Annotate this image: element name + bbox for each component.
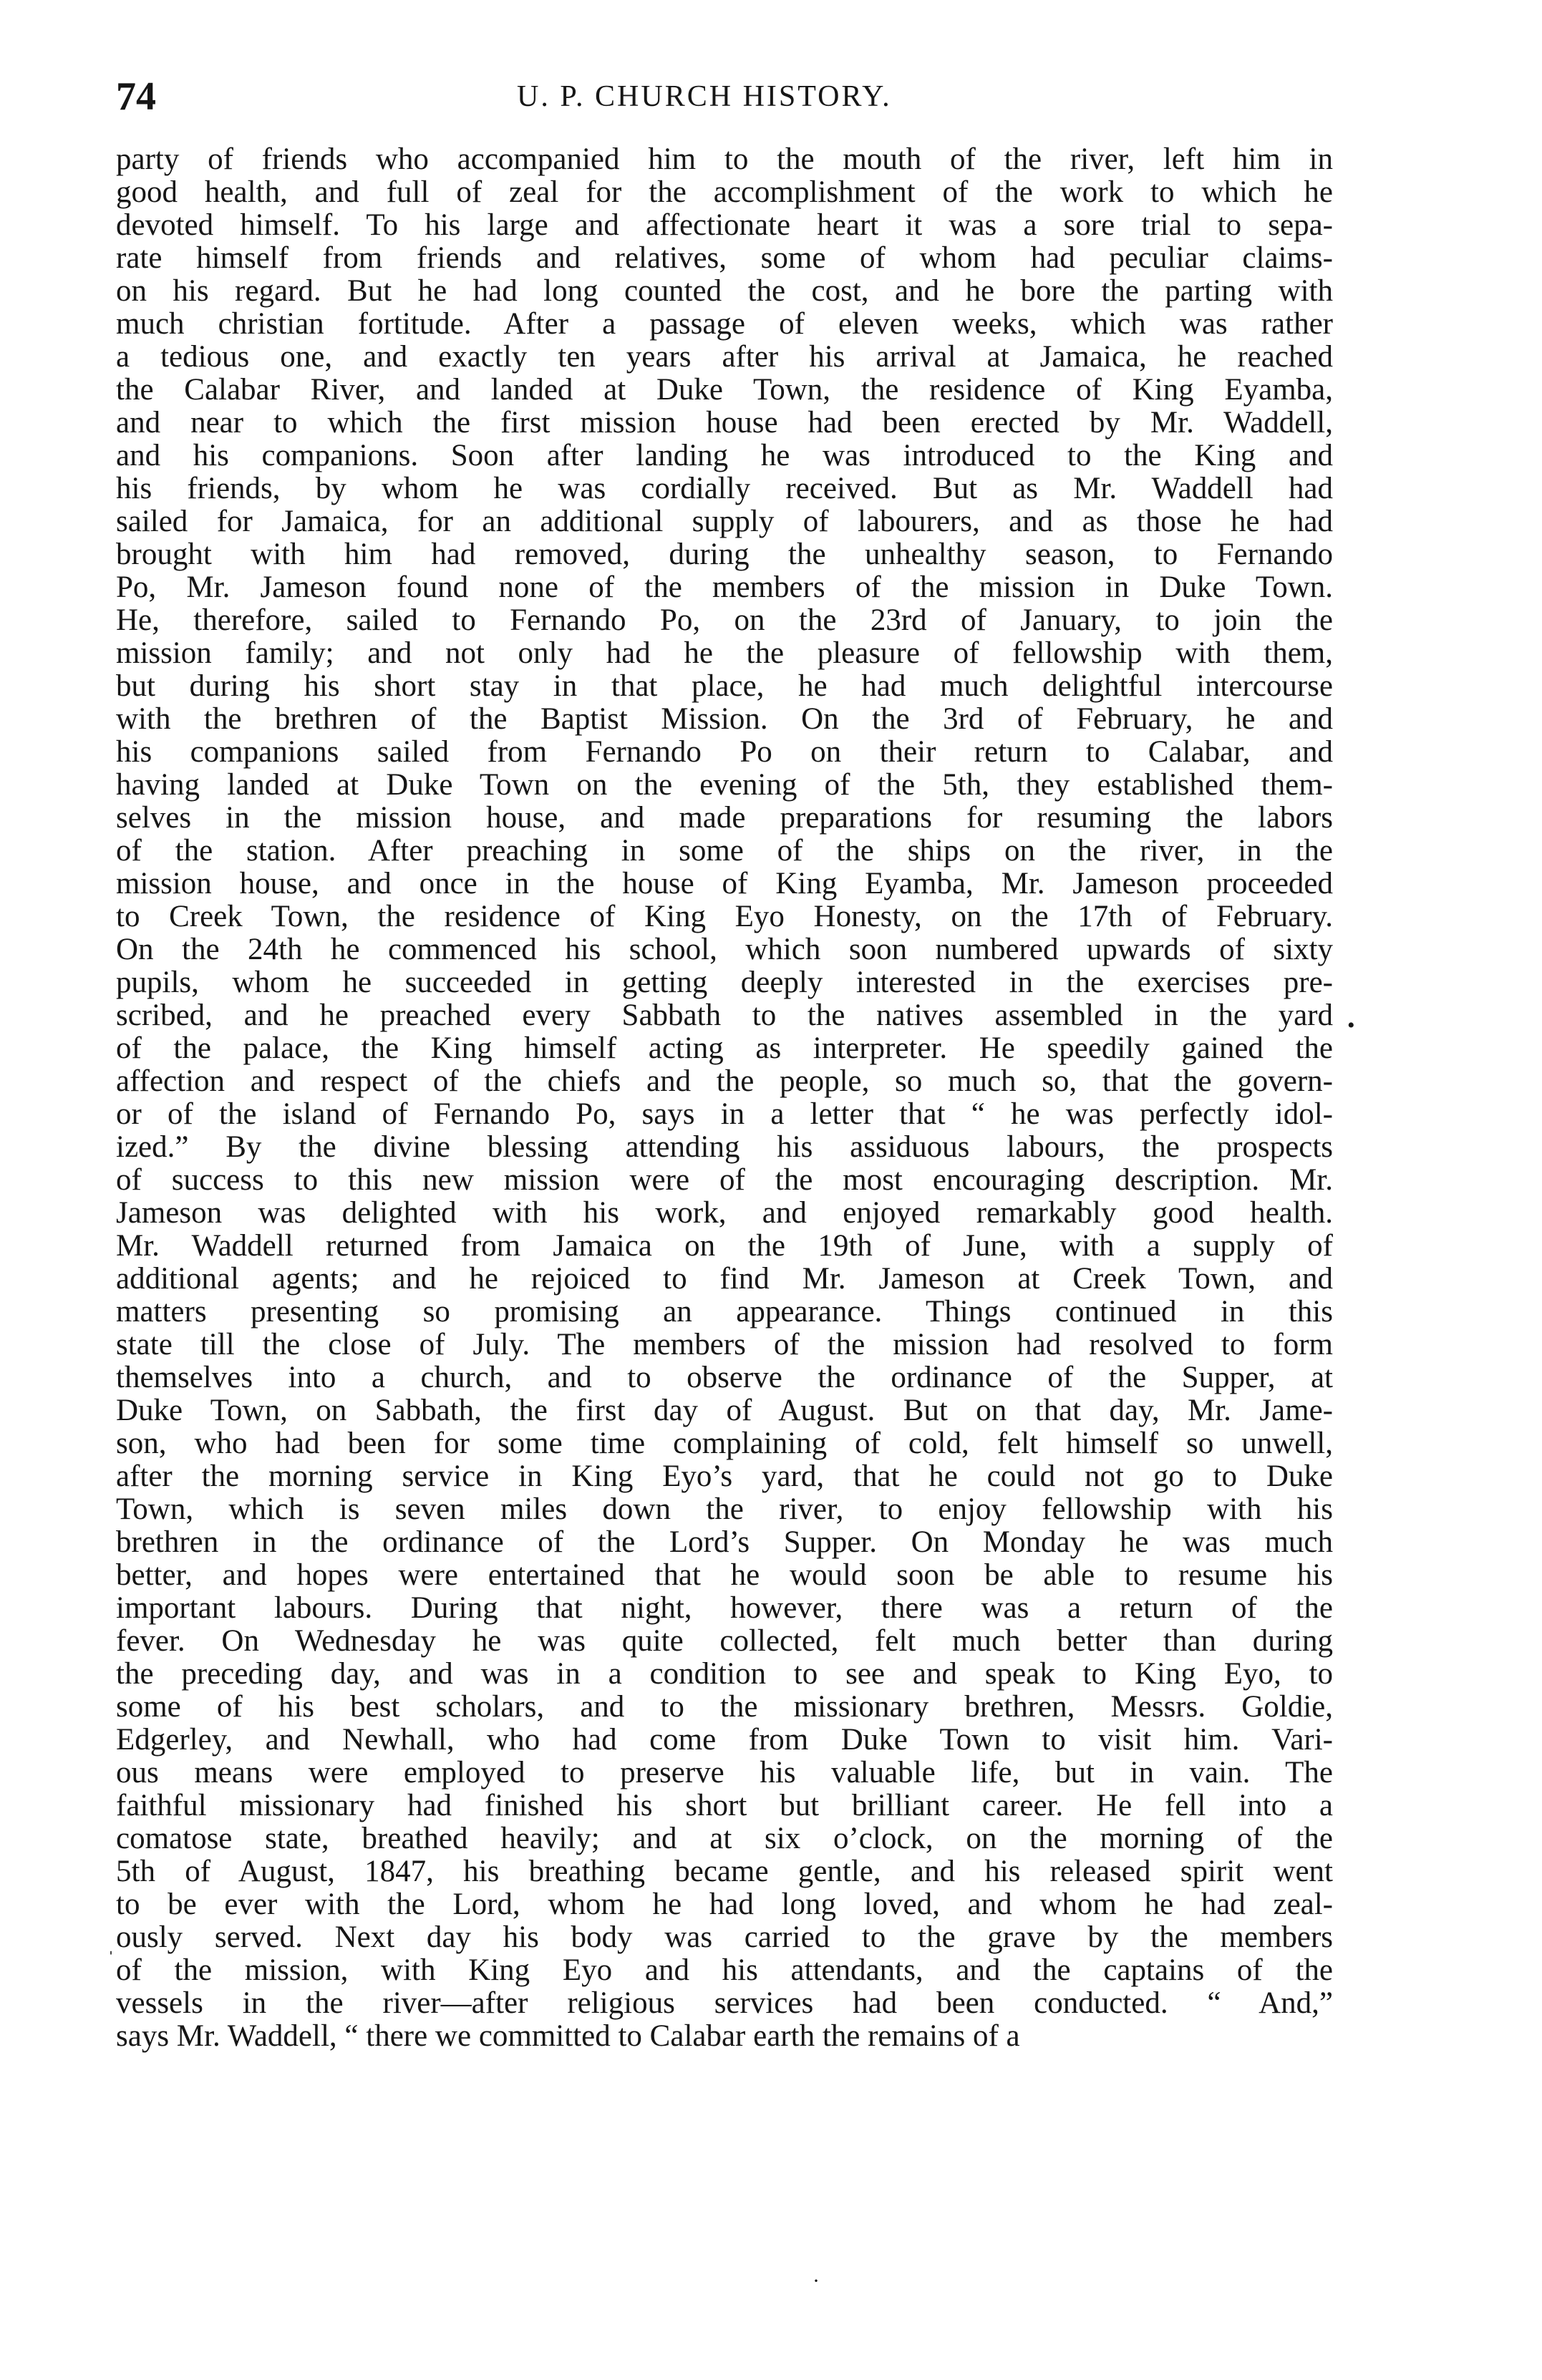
- text-line: says Mr. Waddell, “ there we committed to Calabar earth the remains of a: [116, 2020, 1020, 2053]
- text-line: and near to which the first mission house had been erected by Mr. Waddell,: [116, 407, 1333, 439]
- text-line: and his companions. Soon after landing he was introduced to the King and: [116, 439, 1333, 472]
- text-line: important labours. During that night, however, there was a return of the: [116, 1592, 1333, 1625]
- text-line: Mr. Waddell returned from Jamaica on the 19th of June, with a supply of: [116, 1230, 1333, 1263]
- text-line: Po, Mr. Jameson found none of the members of the mission in Duke Town.: [116, 571, 1333, 604]
- page-header: [116, 72, 1333, 122]
- text-line: much christian fortitude. After a passage of eleven weeks, which was rather: [116, 308, 1333, 341]
- text-line: his companions sailed from Fernando Po on their return to Calabar, and: [116, 736, 1333, 769]
- text-line: rate himself from friends and relatives, some of whom had peculiar claims-: [116, 242, 1333, 275]
- text-line: Town, which is seven miles down the river, to enjoy fellowship with his: [116, 1493, 1333, 1526]
- text-line: ously served. Next day his body was carried to the grave by the members: [116, 1921, 1333, 1954]
- text-line: after the morning service in King Eyo’s yard, that he could not go to Duke: [116, 1460, 1333, 1493]
- text-line: of the mission, with King Eyo and his attendants, and the captains of the: [116, 1954, 1333, 1987]
- text-line: of the palace, the King himself acting as interpreter. He speedily gained the: [116, 1032, 1333, 1065]
- margin-dot: •: [1347, 1014, 1355, 1037]
- text-line: mission family; and not only had he the pleasure of fellowship with them,: [116, 637, 1333, 670]
- running-head: U. P. CHURCH HISTORY.: [517, 80, 892, 113]
- text-line: Duke Town, on Sabbath, the first day of August. But on that day, Mr. Jame-: [116, 1394, 1333, 1427]
- margin-tick: ˌ: [107, 1931, 115, 1955]
- text-line: 5th of August, 1847, his breathing became gentle, and his released spirit went: [116, 1855, 1333, 1888]
- text-line: faithful missionary had finished his short but brilliant career. He fell into a: [116, 1789, 1333, 1822]
- text-line: on his regard. But he had long counted the cost, and he bore the parting with: [116, 275, 1333, 308]
- text-line: affection and respect of the chiefs and the people, so much so, that the govern-: [116, 1065, 1333, 1098]
- text-line: of success to this new mission were of the most encouraging description. Mr.: [116, 1164, 1333, 1197]
- body-text: [116, 143, 1333, 2053]
- text-line: with the brethren of the Baptist Mission. On the 3rd of February, he and: [116, 703, 1333, 736]
- text-line: ized.” By the divine blessing attending his assiduous labours, the prospects: [116, 1131, 1333, 1164]
- bottom-dot: ·: [813, 2269, 820, 2293]
- text-line: Jameson was delighted with his work, and enjoyed remarkably good health.: [116, 1197, 1333, 1230]
- page-number: 74: [116, 74, 156, 119]
- text-line: but during his short stay in that place, he had much delightful intercourse: [116, 670, 1333, 703]
- text-line: to be ever with the Lord, whom he had long loved, and whom he had zeal-: [116, 1888, 1333, 1921]
- text-line: some of his best scholars, and to the missionary brethren, Messrs. Goldie,: [116, 1691, 1333, 1724]
- text-line: comatose state, breathed heavily; and at six o’clock, on the morning of the: [116, 1822, 1333, 1855]
- text-line: state till the close of July. The members of the mission had resolved to form: [116, 1329, 1333, 1361]
- text-line: having landed at Duke Town on the evening of the 5th, they established them-: [116, 769, 1333, 802]
- text-line: fever. On Wednesday he was quite collected, felt much better than during: [116, 1625, 1333, 1658]
- text-line: matters presenting so promising an appearance. Things continued in this: [116, 1296, 1333, 1329]
- text-line: party of friends who accompanied him to the mouth of the river, left him in: [116, 143, 1333, 176]
- text-line: sailed for Jamaica, for an additional supply of labourers, and as those he had: [116, 505, 1333, 538]
- text-line: a tedious one, and exactly ten years after his arrival at Jamaica, he reached: [116, 341, 1333, 374]
- text-line: On the 24th he commenced his school, which soon numbered upwards of sixty: [116, 933, 1333, 966]
- text-line: He, therefore, sailed to Fernando Po, on the 23rd of January, to join the: [116, 604, 1333, 637]
- text-line: better, and hopes were entertained that he would soon be able to resume his: [116, 1559, 1333, 1592]
- text-line: good health, and full of zeal for the accomplishment of the work to which he: [116, 176, 1333, 209]
- text-line: selves in the mission house, and made preparations for resuming the labors: [116, 802, 1333, 835]
- text-line: devoted himself. To his large and affectionate heart it was a sore trial to sepa-: [116, 209, 1333, 242]
- text-line: vessels in the river—after religious services had been conducted. “ And,”: [116, 1987, 1333, 2020]
- text-line: the preceding day, and was in a condition to see and speak to King Eyo, to: [116, 1658, 1333, 1691]
- text-line: additional agents; and he rejoiced to find Mr. Jameson at Creek Town, and: [116, 1263, 1333, 1296]
- text-line: brethren in the ordinance of the Lord’s Supper. On Monday he was much: [116, 1526, 1333, 1559]
- text-line: pupils, whom he succeeded in getting deeply interested in the exercises pre-: [116, 966, 1333, 999]
- text-line: his friends, by whom he was cordially received. But as Mr. Waddell had: [116, 472, 1333, 505]
- text-line: brought with him had removed, during the unhealthy season, to Fernando: [116, 538, 1333, 571]
- text-line: or of the island of Fernando Po, says in a letter that “ he was perfectly idol-: [116, 1098, 1333, 1131]
- text-line: scribed, and he preached every Sabbath to the natives assembled in the yard: [116, 999, 1333, 1032]
- text-line: the Calabar River, and landed at Duke Town, the residence of King Eyamba,: [116, 374, 1333, 407]
- text-line: ous means were employed to preserve his valuable life, but in vain. The: [116, 1757, 1333, 1789]
- text-line: Edgerley, and Newhall, who had come from Duke Town to visit him. Vari-: [116, 1724, 1333, 1757]
- text-line: to Creek Town, the residence of King Eyo Honesty, on the 17th of February.: [116, 900, 1333, 933]
- text-line: mission house, and once in the house of King Eyamba, Mr. Jameson proceeded: [116, 868, 1333, 900]
- text-line: themselves into a church, and to observe the ordinance of the Supper, at: [116, 1361, 1333, 1394]
- text-line: of the station. After preaching in some of the ships on the river, in the: [116, 835, 1333, 868]
- text-line: son, who had been for some time complaining of cold, felt himself so unwell,: [116, 1427, 1333, 1460]
